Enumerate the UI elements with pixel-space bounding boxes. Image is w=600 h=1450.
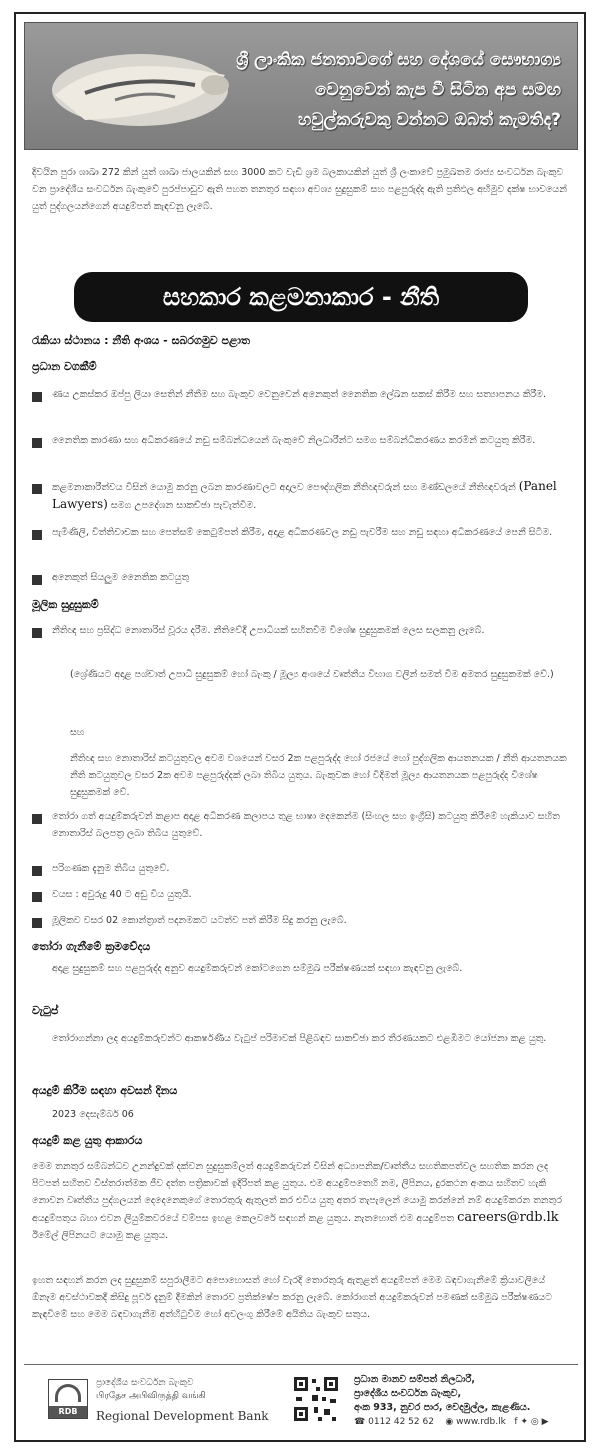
bullet-icon (32, 392, 42, 402)
duties-heading: ප්‍රධාන වගකීම් (32, 360, 97, 373)
apply-paragraph-1 (32, 1158, 572, 1244)
how-to-apply-heading: අයදුම් කළ යුතු ආකාරය (32, 1134, 143, 1147)
logo-text: RDB (49, 1406, 87, 1418)
youtube-icon[interactable]: ▶ (541, 1417, 549, 1427)
apply-paragraph-2: ඉහත සඳහන් කරන ලද සුදුසුකම් සපුරාලීමට අපොහොසත් හෝ වැරදි තොරතුරු ඇතුළත් අයදුම්පත් මෙම බඳවාගැනීමේ ක්‍රියාවලියේ ඕනෑම අවස්ථාවකදී කිසිදු පූර්ව දැනුම් දීමකින් තොරව ප්‍රතික්ෂේප කරනු ලැබේ. කෝරාගත් අයදුම්කරුවන් පමණක් සම්මුඛ පරීක්ෂණයට කැඳවීමේ සහ මෙම බඳවාගැනීම අත්හිටුවීම හෝ අවලංගු කිරීමේ අයිතිය බැංකුව සතුය. (32, 1275, 552, 1320)
duty-item: කළමනාකාරීත්වය විසින් යොමු කරනු ලබන කාරණාවලට අදාලව පෞද්ගලික නීතිඥවරුන් සහ මණ්ඩලයේ නීතිඥවරුන් (Panel Lawyers) සමග උපදේශන සාකච්ඡා පැවැත්වීම. (52, 479, 557, 511)
address-line-2: ප්‍රාදේශීය සංවර්ධන බැංකුව, (354, 1388, 462, 1399)
bank-name-sinhala: ප්‍රාදේශීය සංවර්ධන බැංකුව (96, 1378, 194, 1388)
header-banner (24, 22, 578, 150)
qualification-item: මූලිකව වසර 02 කොන්ත්‍රාත් පදනමකට යටත්ව පත් කිරීම සිදු කරනු ලැබේ. (52, 915, 347, 926)
bullet-icon (32, 628, 42, 638)
bullet-icon (32, 484, 42, 494)
conjunction-text: සහ (70, 727, 85, 738)
work-station: රැකියා ස්ථානය : නීති අංශය - සබරගමුව පළාත (32, 334, 250, 347)
bullet-icon (32, 530, 42, 540)
intro-paragraph: දිවයින පුරා ශාඛා 272 කින් යුත් ශාඛා ජාලයකින් සහ 3000 කට වැඩි ශ්‍රම බලකායකින් යුත් ශ්‍රී ලංකාවේ ප්‍රමුඛතම රාජ්‍ය සංවර්ධන බැංකුව වන ප්‍රාදේශීය සංවර්ධන බැංකුවේ පුරප්පාඩුව ඇති පහත තනතුර සඳහා අවශ්‍ය සුදුසුකම් සහ පළපුරුද්ද ඇති ප්‍රතිඵල අභිමුව දක්ෂ භාවයෙන් යුත් පුද්ගලයන්ගෙන් අයදුම්පත් කැඳවනු ලැබේ. (32, 167, 567, 212)
banner-line-3: හවුල්කරුවකු වන්නට ඔබත් කැමතිද? (298, 110, 561, 130)
bullet-icon (32, 866, 42, 876)
contact-row (354, 1417, 549, 1427)
qualification-item: නීතිඥ සහ ප්‍රසිද්ධ නොතාරිස් වූරය දරීම. නීතිවේදී උපාධියක් සහිතවීම විශේෂ සුදුසුකමක් ලෙස සලකනු ලැබේ. (52, 625, 485, 636)
phone-icon: ☎ (354, 1417, 366, 1427)
bullet-icon (32, 918, 42, 928)
job-advertisement (14, 12, 586, 1442)
instagram-icon[interactable]: ◎ (530, 1417, 539, 1427)
job-title: සහකාර කළමනාකාර - නීති (74, 272, 528, 322)
apply-paragraph-1-end: ඊමේල් ලිපිනයට යොමු කළ යුතුය. (32, 1230, 169, 1241)
experience-paragraph: නීතිඥ සහ නොතාරිස් කටයුතුවල අවම වශයෙන් වසර 2ක පළපුරුද්ද හෝ රජයේ හෝ පුද්ගලික ආයතනයක / නීති ආයතනයක නීති කටයුතුවල වසර 2ක අවම පළපුරුද්දක් ලබා තිබිය යුතුය. බැංකුවක හෝ විදිමත් මූල්‍ය ආයතනයක පළපුරුද්ද විශේෂ සුදුසුකමක් වේ. (70, 753, 567, 798)
duty-item: අනෙකුත් සියලුම නෛතික කටයුතු (52, 572, 190, 583)
salary-heading: වැටුප් (32, 1004, 59, 1017)
qualification-item: තෝරා ගත් අයදුම්කරුවන් කළාප අදාළ අධිකරණ කලාපය තුළ භාෂා දෙකෙන්ම (සිංහල සහ ඉංග්‍රීසි) කටයුතු කිරීමේ හැකියාව සහිත නොතාරිස් බලපත්‍ර ලබා තිබිය යුතුවේ. (52, 811, 560, 839)
salary-text: තෝරාගන්නා ලද අයදුම්කරුවන්ට ආකර්ෂණීය වැටුප් පරිමාවක් පිළිබඳව සාකච්ඡා කර තීරණයකට එළඹීමට යෝජනා කළ යුතු. (52, 1033, 547, 1044)
bank-name-local (96, 1377, 206, 1403)
selection-text: අදාළ සුදුසුකම් සහ පළපුරුද්ද අනුව අයදුම්කරුවන් කෝටගෙන සම්මුඛ පරීක්ෂණයක් සඳහා කැඳවනු ලැබේ. (52, 963, 463, 974)
twitter-icon[interactable]: ✦ (520, 1417, 528, 1427)
qualification-item: වයස : අවුරුදු 40 ට අඩු විය යුතුයි. (52, 889, 192, 900)
footer (24, 1364, 578, 1434)
banner-line-1: ශ්‍රී ලාංකික ජනතාවගේ සහ දේශයේ සෞභාග්‍ය (236, 50, 561, 70)
careers-email-link[interactable]: careers@rdb.lk (457, 1210, 559, 1225)
website-link[interactable]: www.rdb.lk (456, 1417, 506, 1427)
duty-item: නෛතික කාරණා සහ අධිකරණයේ නඩු සම්බන්ධයෙන් බැංකුවේ නිලධාරීන්ට සමග සම්බන්ධීකරණය කරමින් කටයුතු කිරීම. (52, 435, 536, 446)
qualifications-heading: මූලික සුදුසුකම් (32, 598, 99, 611)
selection-heading: තෝරා ගැනීමේ ක්‍රමවේදය (32, 940, 151, 953)
address-line-1: ප්‍රධාන මානව සම්පත් නිලධාරී, (354, 1374, 476, 1385)
closing-date-heading: අයදුම් කිරීම සඳහා අවසන් දිනය (32, 1084, 178, 1097)
duty-item: ණය උකස්කර ඔප්පු ලියා සෙතින් නීතීම සහ බැංකුව වෙනුවෙන් අනෙකුත් නෛතික ලේඛන සකස් කිරීම සහ සත්‍යාපනය කිරීම. (52, 389, 547, 400)
logo-arch-icon (55, 1384, 81, 1402)
bank-name-english: Regional Development Bank (96, 1409, 269, 1423)
bullet-icon (32, 814, 42, 824)
duty-item: පැමිණිලි, විත්තිවාචක සහ පෙත්සම් කෙටුම්පත් කිරීම, අදාළ අධිකරණවල නඩු පැවරීම සහ නඩු සඳහා අධිකරණයේ පෙනී සිටීම. (52, 527, 553, 538)
banner-line-2: වෙනුවෙන් කැප වී සිටින අප සමඟ (314, 80, 561, 100)
qr-code-icon[interactable] (292, 1375, 340, 1423)
address-line-3: අංක 933, නුවර පාර, වෙදමුල්ල, කැළණිය. (354, 1402, 531, 1413)
banner-headline (201, 45, 561, 135)
bullet-icon (32, 438, 42, 448)
facebook-icon[interactable]: f (514, 1417, 518, 1427)
closing-date: 2023 දෙසැම්බර් 06 (52, 1109, 134, 1120)
panel-lawyers-term: (Panel Lawyers) (52, 479, 557, 511)
bank-name-tamil: பிரதேச அபிவிருத்தி வங்கி (96, 1391, 206, 1401)
bullet-icon (32, 892, 42, 902)
web-icon: ◉ (445, 1417, 454, 1427)
apply-paragraph-1-text: මෙම තනතුර සම්බන්ධව උනන්දුවක් දක්වන සුදුසුකම්ලත් අයදුම්කරුවන් විසින් අධ්‍යාපනික/වෘත්තීය සහතිකපත්වල සහතික කරන ලද පිටපත් සහිතව විස්තරාත්මක ජීව දත්ත පත්‍රිකාවක් ඉදිරිපත් කළ යුතුය. එම අයදුම්පතෙහි නම, ලිපිනය, දුරකථන අංකය සහිතව හැකි නොවන වෘත්තීය පුද්ගලයන් දෙදෙනෙකුගේ තොරතුරු ඇතුලත් කර එවිය යුතු අතර තැපැලෙන් යොමු කරන්නේ නම් අයදුම්කරන තනතුර අයදුම්පතුය බහා එවන ලියුම්කවරයේ වම්පස ඉහළ කෙලවරේ සඳහන් කළ යුතුය. නැතහොත් එම අයදුම්පත (32, 1161, 562, 1224)
qualification-item: පරිගණක දැනුම තිබිය යුතුවේ. (52, 863, 170, 874)
rdb-logo (48, 1379, 88, 1419)
postal-address (354, 1373, 530, 1415)
phone-number[interactable]: 0112 42 52 62 (368, 1417, 434, 1427)
qualification-note: (ශ්‍රේණියට අදාළ පශ්චාත් උපාධි සුදුසුකම් හෝ බැංකු / මූල්‍ය අංශයේ වෘත්තීය විභාග වලින් සමත් වීම අමතර සුදුසුකමක් වේ.) (70, 669, 554, 680)
bullet-icon (32, 575, 42, 585)
